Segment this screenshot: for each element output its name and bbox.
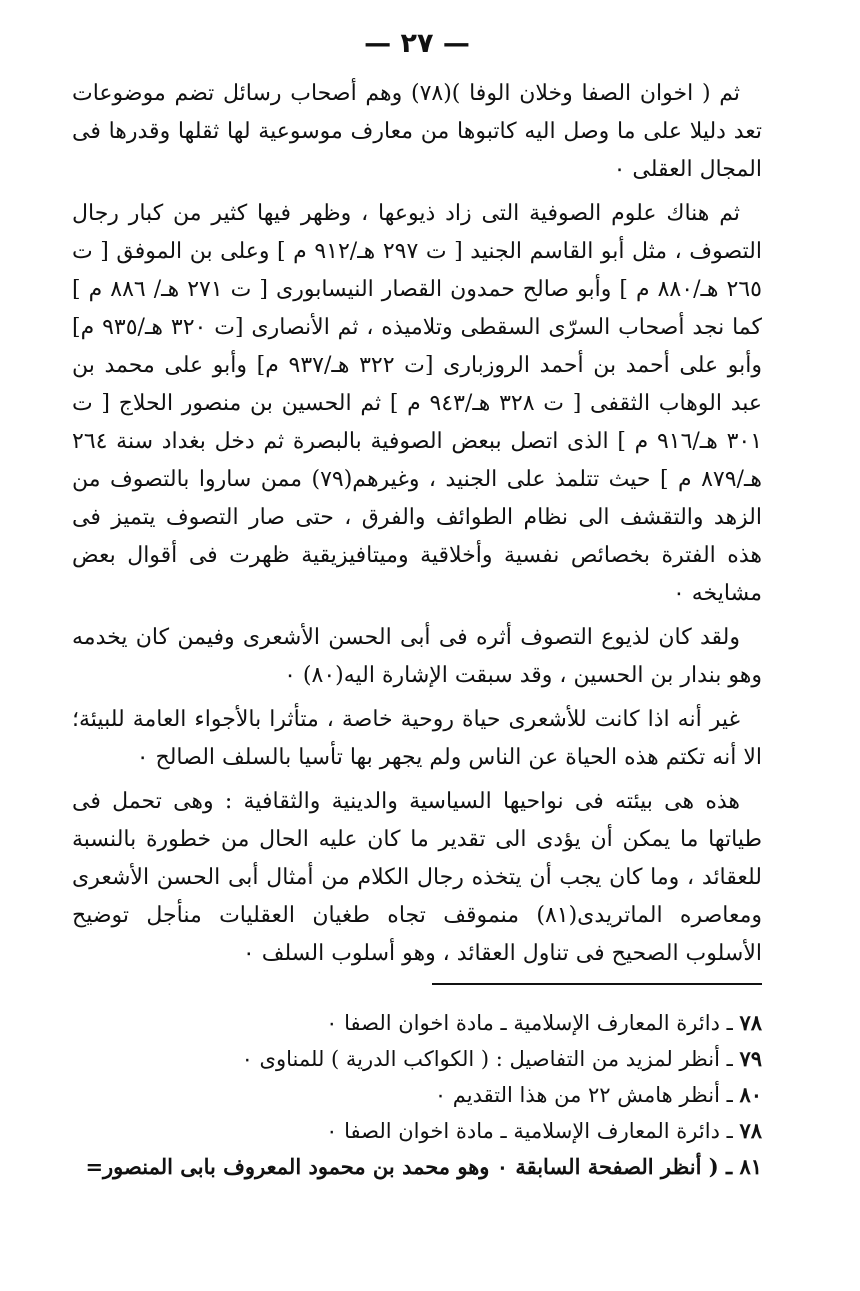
paragraph-text: ولقد كان لذيوع التصوف أثره فى أبى الحسن الأشعرى وفيمن كان يخدمه وهو بندار بن الحسين ، وقد سبقت الإشارة اليه(٨٠) ٠ [72, 625, 762, 688]
footnote-item [72, 1077, 762, 1113]
footnote-item [72, 1041, 762, 1077]
paragraph [72, 75, 762, 189]
footnote-text: ـ دائرة المعارف الإسلامية ـ مادة اخوان الصفا ٠ [326, 1119, 733, 1143]
footnote-item [72, 1113, 762, 1149]
body-text [72, 75, 762, 973]
footnote-text: ـ دائرة المعارف الإسلامية ـ مادة اخوان الصفا ٠ [326, 1011, 733, 1035]
paragraph-text: غير أنه اذا كانت للأشعرى حياة روحية خاصة ، متأثرا بالأجواء العامة للبيئة؛ الا أنه تكتم هذه الحياة عن الناس ولم يجهر بها تأسيا بالسلف الصالح ٠ [72, 707, 762, 770]
paragraph [72, 195, 762, 613]
paragraph [72, 783, 762, 973]
paragraph-text: ثم ( اخوان الصفا وخلان الوفا )(٧٨) وهم أصحاب رسائل تضم موضوعات تعد دليلا على ما وصل اليه كاتبوها من معارف موسوعية لها ثقلها وقدرها فى المجال العقلى ٠ [72, 81, 762, 182]
paragraph-text: ثم هناك علوم الصوفية التى زاد ذيوعها ، وظهر فيها كثير من كبار رجال التصوف ، مثل أبو القاسم الجنيد [ ت ٢٩٧ هـ/٩١٢ م ] وعلى بن الموفق [ ت ٢٦٥ هـ/٨٨٠ م ] وأبو صالح حمدون القصار النيسابورى [ ت ٢٧١ هـ/ ٨٨٦ م ] كما نجد أصحاب السرّى السقطى وتلاميذه ، ثم الأنصارى [ت ٣٢٠ هـ/٩٣٥ م] وأبو على أحمد بن أحمد الروزبارى [ت ٣٢٢ هـ/٩٣٧ م] وأبو على محمد بن عبد الوهاب الثقفى [ ت ٣٢٨ هـ/٩٤٣ م ] ثم الحسين بن منصور الحلاج [ ت ٣٠١ هـ/٩١٦ م ] الذى اتصل ببعض الصوفية بالبصرة ثم دخل بغداد سنة ٢٦٤ هـ/٨٧٩ م ] حيث تتلمذ على الجنيد ، وغيرهم(٧٩) ممن ساروا بالتصوف من الزهد والتقشف الى نظام الطوائف والفرق ، حتى صار التصوف يتميز فى هذه الفترة بخصائص نفسية وأخلاقية وميتافيزيقية ظهرت فى أقوال بعض مشايخه ٠ [72, 201, 763, 606]
footnote-text: ـ ( أنظر الصفحة السابقة ٠ وهو محمد بن محمود المعروف بابى المنصور= [85, 1154, 733, 1179]
footnote-item [72, 1005, 762, 1041]
footnotes-list [72, 1005, 762, 1185]
page-number: — ٢٧ — [364, 28, 470, 59]
paragraph-text: هذه هى بيئته فى نواحيها السياسية والدينية والثقافية : وهى تحمل فى طياتها ما يمكن أن يؤدى الى تقدير ما كان عليه الحال من خطورة بالنسبة للعقائد ، وما كان يجب أن يتخذه رجال الكلام من أمثال أبى الحسن الأشعرى ومعاصره الماتريدى(٨١) منموقف تجاه طغيان العقليات منأجل توضيح الأسلوب الصحيح فى تناول العقائد ، وهو أسلوب السلف ٠ [72, 789, 762, 966]
footnote-text: ـ أنظر هامش ٢٢ من هذا التقديم ٠ [434, 1083, 733, 1107]
paragraph [72, 701, 762, 777]
footnote-number: ٨١ [739, 1154, 762, 1179]
footnote-divider [432, 983, 762, 985]
footnote-text: ـ أنظر لمزيد من التفاصيل : ( الكواكب الدرية ) للمناوى ٠ [241, 1047, 733, 1071]
footnote-item [72, 1149, 762, 1185]
footnote-number: ٧٨ [739, 1118, 762, 1143]
paragraph [72, 619, 762, 695]
footnote-number: ٧٨ [739, 1010, 762, 1035]
footnote-number: ٨٠ [739, 1082, 762, 1107]
footnote-number: ٧٩ [739, 1046, 762, 1071]
